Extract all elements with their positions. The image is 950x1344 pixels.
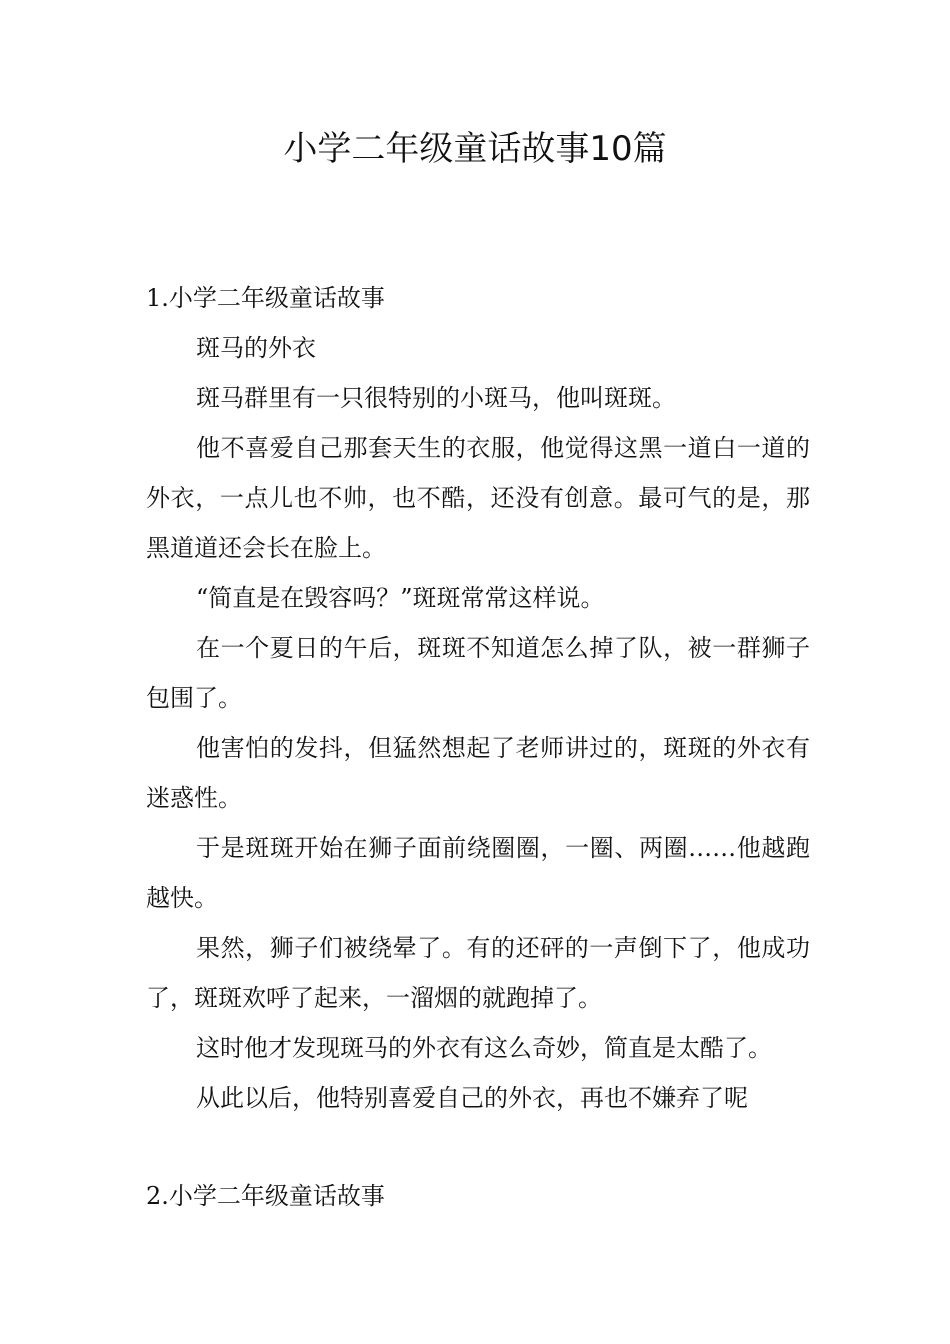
paragraph-2: 他不喜爱自己那套天生的衣服，他觉得这黑一道白一道的外衣，一点儿也不帅，也不酷，还没有创意。最可气的是，那黑道道还会长在脸上。 xyxy=(146,434,810,562)
paragraph-3: “简直是在毁容吗？”斑斑常常这样说。 xyxy=(196,584,605,612)
paragraph-9: 从此以后，他特别喜爱自己的外衣，再也不嫌弃了呢 xyxy=(196,1084,748,1112)
paragraph-4: 在一个夏日的午后，斑斑不知道怎么掉了队，被一群狮子包围了。 xyxy=(146,634,810,712)
section-heading-2: 2.小学二年级童话故事 xyxy=(146,1182,385,1210)
paragraph-6: 于是斑斑开始在狮子面前绕圈圈，一圈、两圈……他越跑越快。 xyxy=(146,834,810,912)
paragraph-7: 果然，狮子们被绕晕了。有的还砰的一声倒下了，他成功了，斑斑欢呼了起来，一溜烟的就跑掉了。 xyxy=(146,934,810,1012)
paragraph-5: 他害怕的发抖，但猛然想起了老师讲过的，斑斑的外衣有迷惑性。 xyxy=(146,734,810,812)
document-title: 小学二年级童话故事10篇 xyxy=(283,129,667,169)
paragraph-1: 斑马群里有一只很特别的小斑马，他叫斑斑。 xyxy=(196,384,676,412)
story-title: 斑马的外衣 xyxy=(196,334,316,362)
section-heading-1: 1.小学二年级童话故事 xyxy=(146,284,385,312)
paragraph-8: 这时他才发现斑马的外衣有这么奇妙，简直是太酷了。 xyxy=(196,1034,772,1062)
